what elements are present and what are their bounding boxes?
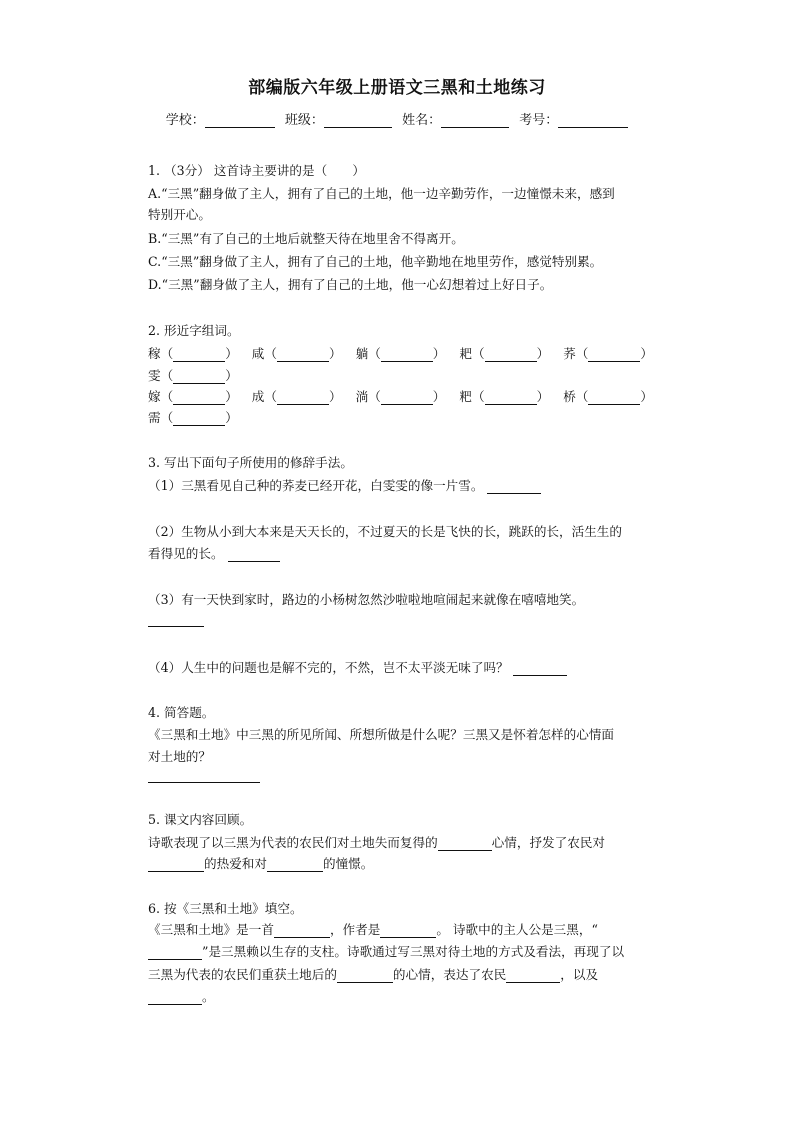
open-paren: （ [471, 346, 485, 361]
answer-blank[interactable] [148, 626, 204, 627]
q6-line1 [148, 922, 598, 938]
text-part: 。 诗歌中的主人公是三黑，“ [436, 922, 598, 937]
q2-row-4 [148, 407, 248, 426]
text-part: 的心情，表达了农民 [392, 967, 507, 982]
answer-blank[interactable] [274, 924, 330, 938]
word-item [148, 386, 238, 405]
char-label: 躺 [355, 346, 369, 361]
char-label: 雯 [148, 368, 161, 383]
answer-blank[interactable] [588, 391, 640, 405]
q2-stem: 2. 形近字组词。 [148, 323, 240, 338]
text-part: 心情，抒发了农民对 [491, 835, 605, 850]
close-paren: ） [225, 389, 238, 404]
q5-line1 [148, 835, 605, 851]
open-paren: （ [160, 368, 174, 383]
q4-question-line1: 《三黑和土地》中三黑的所见所闻、所想所做是什么呢？三黑又是怀着怎样的心情面 [148, 727, 614, 742]
char-label: 咸 [251, 346, 265, 361]
open-paren: （ [368, 346, 381, 361]
close-paren: ） [225, 346, 238, 361]
q5-line2 [148, 856, 373, 872]
sentence-text: 看得见的长。 [148, 546, 224, 561]
q1-option-a-line1: A.“三黑”翻身做了主人，拥有了自己的土地，他一边辛勤劳作，一边憧憬未来，感到 [148, 186, 615, 201]
q4-stem: 4. 简答题。 [148, 705, 215, 720]
q3-sentence-1 [148, 478, 541, 494]
q1-option-b: B.“三黑”有了自己的土地后就整天待在地里舍不得离开。 [148, 231, 464, 246]
q6-line2 [148, 944, 624, 960]
word-item [252, 386, 342, 405]
text-part: 三黑为代表的农民们重获土地后的 [148, 967, 337, 982]
answer-blank[interactable] [173, 412, 225, 426]
close-paren: ） [640, 389, 653, 404]
word-item [148, 343, 238, 362]
close-paren: ） [640, 346, 653, 361]
q3-sentence-2-line2 [148, 546, 280, 562]
word-item [252, 343, 342, 362]
q1-stem: 1. （3分） 这首诗主要讲的是（ ） [148, 163, 365, 178]
answer-line[interactable] [148, 782, 260, 783]
text-part: ，作者是 [329, 922, 381, 937]
q2-row-2 [148, 365, 248, 384]
close-paren: ） [328, 346, 342, 361]
word-item [148, 407, 238, 426]
char-label: 嫁 [148, 389, 161, 404]
word-item [356, 343, 446, 362]
q1-option-c: C.“三黑”翻身做了主人，拥有了自己的土地，他辛勤地在地里劳作，感觉特别累。 [148, 254, 603, 269]
student-info-row [0, 109, 794, 128]
close-paren: ） [225, 368, 238, 383]
open-paren: （ [160, 389, 174, 404]
char-label: 粑 [459, 389, 472, 404]
name-label: 姓名： [402, 113, 442, 128]
char-label: 需 [148, 410, 161, 425]
q6-stem: 6. 按《三黑和土地》填空。 [148, 901, 303, 916]
q3-stem: 3. 写出下面句子所使用的修辞手法。 [148, 455, 353, 470]
answer-blank[interactable] [487, 480, 541, 494]
answer-blank[interactable] [148, 991, 202, 1005]
answer-blank[interactable] [277, 348, 329, 362]
answer-blank[interactable] [173, 391, 225, 405]
open-paren: （ [471, 389, 485, 404]
text-part: ”是三黑赖以生存的支柱。诗歌通过写三黑对待土地的方式及看法，再现了以 [202, 944, 625, 959]
word-item [563, 343, 653, 362]
q1-option-d: D.“三黑”翻身做了主人，拥有了自己的土地，他一心幻想着过上好日子。 [148, 277, 553, 292]
answer-blank[interactable] [380, 924, 436, 938]
q3-sentence-3: （3）有一天快到家时，路边的小杨树忽然沙啦啦地喧闹起来就像在嘻嘻地笑。 [148, 592, 585, 607]
open-paren: （ [368, 389, 381, 404]
char-label: 成 [251, 389, 265, 404]
answer-blank[interactable] [148, 946, 202, 960]
answer-blank[interactable] [506, 969, 560, 983]
school-field[interactable] [205, 113, 275, 128]
q1-option-a-line2: 特别开心。 [148, 207, 211, 222]
q6-line3 [148, 967, 598, 983]
name-field[interactable] [441, 113, 509, 128]
q2-row-1 [148, 343, 663, 362]
class-field[interactable] [324, 113, 392, 128]
answer-blank[interactable] [173, 348, 225, 362]
answer-blank[interactable] [267, 858, 323, 872]
answer-blank[interactable] [337, 969, 393, 983]
answer-blank[interactable] [173, 370, 225, 384]
q2-row-3 [148, 386, 663, 405]
open-paren: （ [575, 389, 589, 404]
q4-question-line2: 对土地的？ [148, 749, 211, 764]
open-paren: （ [160, 410, 174, 425]
sentence-text: （4）人生中的问题也是解不完的，不然，岂不太平淡无味了吗？ [148, 660, 509, 675]
close-paren: ） [328, 389, 342, 404]
close-paren: ） [536, 389, 550, 404]
answer-blank[interactable] [277, 391, 329, 405]
close-paren: ） [225, 410, 238, 425]
school-label: 学校： [165, 113, 205, 128]
open-paren: （ [160, 346, 174, 361]
open-paren: （ [575, 346, 589, 361]
word-item [459, 386, 549, 405]
q3-sentence-2-line1: （2）生物从小到大本来是天天长的，不过夏天的长是飞快的长，跳跃的长，活生生的 [148, 524, 622, 539]
word-item [356, 386, 446, 405]
word-item [563, 386, 653, 405]
answer-blank[interactable] [228, 548, 280, 562]
answer-blank[interactable] [148, 858, 204, 872]
word-item [148, 365, 238, 384]
exam-no-field[interactable] [558, 113, 628, 128]
close-paren: ） [536, 346, 550, 361]
open-paren: （ [264, 346, 277, 361]
page-title: 部编版六年级上册语文三黑和土地练习 [248, 78, 546, 98]
char-label: 荞 [563, 346, 576, 361]
char-label: 桥 [563, 389, 576, 404]
close-paren: ） [432, 389, 446, 404]
text-part: ，以及 [560, 967, 599, 982]
answer-blank[interactable] [485, 391, 537, 405]
q6-line4 [148, 989, 215, 1005]
answer-blank[interactable] [513, 662, 567, 676]
sentence-text: （1）三黑看见自己种的荞麦已经开花，白雯雯的像一片雪。 [148, 478, 484, 493]
class-label: 班级： [284, 113, 324, 128]
char-label: 淌 [355, 389, 369, 404]
char-label: 耙 [459, 346, 472, 361]
answer-blank[interactable] [588, 348, 640, 362]
answer-blank[interactable] [485, 348, 537, 362]
q3-sentence-4 [148, 660, 567, 676]
open-paren: （ [264, 389, 277, 404]
exam-no-label: 考号： [519, 113, 559, 128]
word-item [459, 343, 549, 362]
text-part: 的憧憬。 [322, 856, 374, 871]
text-part: 的热爱和对 [204, 856, 267, 871]
char-label: 稼 [148, 346, 161, 361]
answer-blank[interactable] [381, 391, 433, 405]
text-part: 《三黑和土地》是一首 [148, 922, 274, 937]
close-paren: ） [432, 346, 446, 361]
text-part: 。 [202, 989, 215, 1004]
answer-blank[interactable] [381, 348, 433, 362]
q5-stem: 5. 课文内容回顾。 [148, 812, 253, 827]
answer-blank[interactable] [438, 837, 492, 851]
text-part: 诗歌表现了以三黑为代表的农民们对土地失而复得的 [148, 835, 438, 850]
